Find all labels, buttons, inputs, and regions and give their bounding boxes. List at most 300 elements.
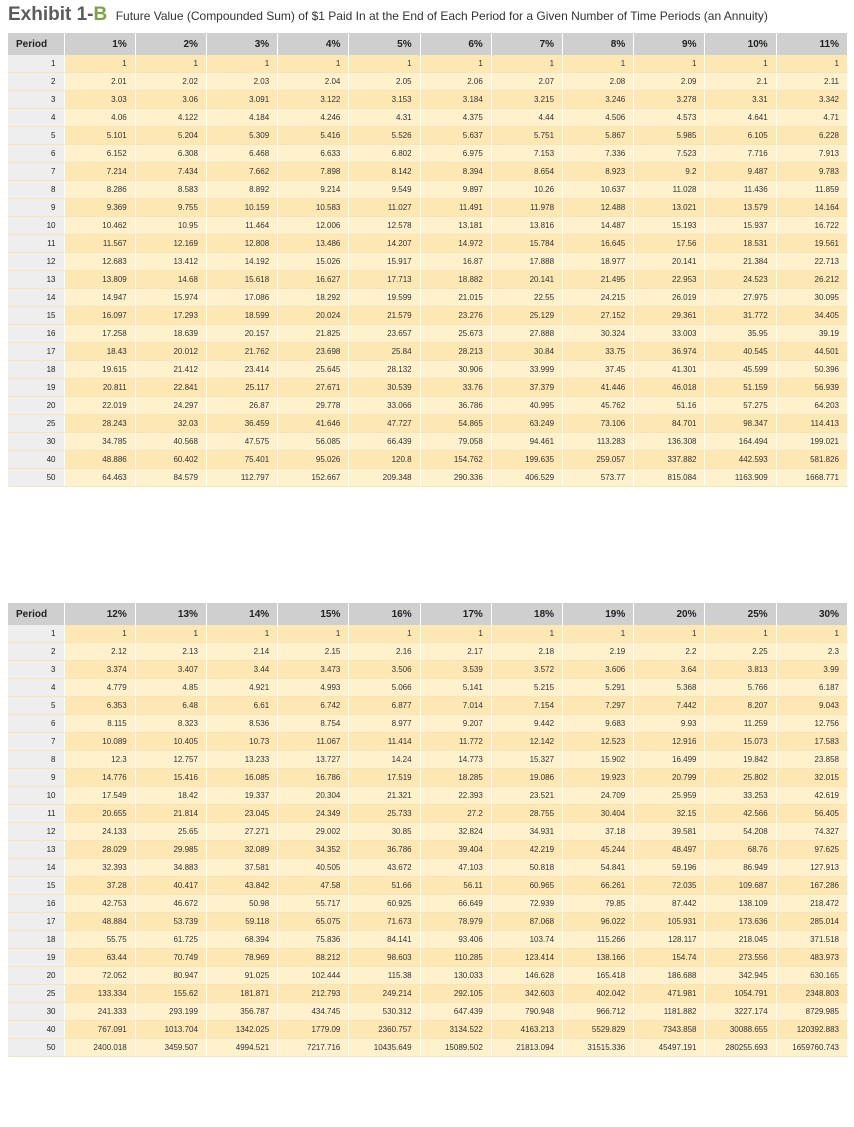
value-cell: 37.581 (206, 859, 277, 877)
value-cell: 199.635 (491, 451, 562, 469)
value-cell: 15.784 (491, 235, 562, 253)
period-cell: 13 (8, 271, 64, 289)
value-cell: 56.939 (776, 379, 847, 397)
value-cell: 24.709 (563, 787, 634, 805)
value-cell: 285.014 (776, 913, 847, 931)
period-cell: 10 (8, 787, 64, 805)
value-cell: 72.939 (491, 895, 562, 913)
value-cell: 37.45 (563, 361, 634, 379)
value-cell: 12.523 (563, 733, 634, 751)
value-cell: 21.384 (705, 253, 776, 271)
value-cell: 34.785 (64, 433, 135, 451)
period-cell: 18 (8, 361, 64, 379)
value-cell: 4163.213 (491, 1021, 562, 1039)
value-cell: 2.05 (349, 73, 420, 91)
value-cell: 39.404 (420, 841, 491, 859)
value-cell: 2.1 (705, 73, 776, 91)
value-cell: 30.404 (563, 805, 634, 823)
value-cell: 2.14 (206, 643, 277, 661)
value-cell: 5.291 (563, 679, 634, 697)
value-cell: 14.947 (64, 289, 135, 307)
table-row (8, 91, 848, 109)
value-cell: 1 (491, 625, 562, 643)
value-cell: 55.75 (64, 931, 135, 949)
value-cell: 7.523 (634, 145, 705, 163)
value-cell: 127.913 (776, 859, 847, 877)
value-cell: 218.045 (705, 931, 776, 949)
value-cell: 1 (563, 625, 634, 643)
value-cell: 2360.757 (349, 1021, 420, 1039)
value-cell: 25.84 (349, 343, 420, 361)
period-header: Period (8, 603, 64, 625)
value-cell: 41.301 (634, 361, 705, 379)
rate-header: 12% (64, 603, 135, 625)
value-cell: 5.141 (420, 679, 491, 697)
value-cell: 25.129 (491, 307, 562, 325)
value-cell: 3.44 (206, 661, 277, 679)
value-cell: 13.816 (491, 217, 562, 235)
period-cell: 50 (8, 469, 64, 487)
value-cell: 14.24 (349, 751, 420, 769)
value-cell: 3.473 (278, 661, 349, 679)
value-cell: 18.292 (278, 289, 349, 307)
value-cell: 66.439 (349, 433, 420, 451)
value-cell: 102.444 (278, 967, 349, 985)
table-row (8, 145, 848, 163)
rate-header: 4% (278, 33, 349, 55)
value-cell: 2.11 (776, 73, 847, 91)
period-cell: 20 (8, 397, 64, 415)
value-cell: 22.55 (491, 289, 562, 307)
period-cell: 14 (8, 289, 64, 307)
value-cell: 6.152 (64, 145, 135, 163)
period-cell: 17 (8, 913, 64, 931)
value-cell: 11.491 (420, 199, 491, 217)
table-row (8, 859, 848, 877)
value-cell: 9.214 (278, 181, 349, 199)
value-cell: 4.122 (135, 109, 206, 127)
value-cell: 56.405 (776, 805, 847, 823)
period-cell: 20 (8, 967, 64, 985)
value-cell: 25.65 (135, 823, 206, 841)
value-cell: 1 (349, 55, 420, 73)
rate-header: 18% (491, 603, 562, 625)
table-row (8, 433, 848, 451)
value-cell: 40.568 (135, 433, 206, 451)
value-cell: 6.468 (206, 145, 277, 163)
value-cell: 26.87 (206, 397, 277, 415)
value-cell: 7.913 (776, 145, 847, 163)
value-cell: 84.579 (135, 469, 206, 487)
value-cell: 115.266 (563, 931, 634, 949)
rate-header: 14% (206, 603, 277, 625)
value-cell: 3.407 (135, 661, 206, 679)
value-cell: 15.902 (563, 751, 634, 769)
table-row (8, 787, 848, 805)
value-cell: 20.141 (634, 253, 705, 271)
value-cell: 6.48 (135, 697, 206, 715)
table-row (8, 397, 848, 415)
table-row (8, 679, 848, 697)
value-cell: 36.459 (206, 415, 277, 433)
value-cell: 12.808 (206, 235, 277, 253)
value-cell: 7.153 (491, 145, 562, 163)
value-cell: 8.115 (64, 715, 135, 733)
value-cell: 51.66 (349, 877, 420, 895)
value-cell: 293.199 (135, 1003, 206, 1021)
rate-header: 19% (563, 603, 634, 625)
value-cell: 87.442 (634, 895, 705, 913)
value-cell: 7.214 (64, 163, 135, 181)
value-cell: 2348.803 (776, 985, 847, 1003)
value-cell: 44.501 (776, 343, 847, 361)
value-cell: 4.641 (705, 109, 776, 127)
value-cell: 6.975 (420, 145, 491, 163)
value-cell: 4.246 (278, 109, 349, 127)
value-cell: 60.965 (491, 877, 562, 895)
value-cell: 32.03 (135, 415, 206, 433)
period-cell: 2 (8, 73, 64, 91)
table-row (8, 379, 848, 397)
rate-header: 17% (420, 603, 491, 625)
value-cell: 40.995 (491, 397, 562, 415)
value-cell: 2.08 (563, 73, 634, 91)
value-cell: 21.762 (206, 343, 277, 361)
value-cell: 1013.704 (135, 1021, 206, 1039)
period-cell: 6 (8, 145, 64, 163)
period-cell: 12 (8, 253, 64, 271)
value-cell: 73.106 (563, 415, 634, 433)
value-cell: 33.999 (491, 361, 562, 379)
value-cell: 1 (634, 55, 705, 73)
value-cell: 130.033 (420, 967, 491, 985)
value-cell: 56.085 (278, 433, 349, 451)
value-cell: 91.025 (206, 967, 277, 985)
value-cell: 25.802 (705, 769, 776, 787)
value-cell: 2.25 (705, 643, 776, 661)
table-row (8, 361, 848, 379)
value-cell: 9.755 (135, 199, 206, 217)
value-cell: 74.327 (776, 823, 847, 841)
value-cell: 55.717 (278, 895, 349, 913)
value-cell: 11.978 (491, 199, 562, 217)
value-cell: 12.488 (563, 199, 634, 217)
value-cell: 87.068 (491, 913, 562, 931)
table-row (8, 967, 848, 985)
table-row (8, 931, 848, 949)
value-cell: 209.348 (349, 469, 420, 487)
value-cell: 84.141 (349, 931, 420, 949)
value-cell: 14.773 (420, 751, 491, 769)
value-cell: 28.213 (420, 343, 491, 361)
value-cell: 19.842 (705, 751, 776, 769)
period-cell: 11 (8, 235, 64, 253)
value-cell: 46.672 (135, 895, 206, 913)
value-cell: 199.021 (776, 433, 847, 451)
annuity-table-12-to-30-percent (8, 603, 848, 1057)
value-cell: 152.667 (278, 469, 349, 487)
value-cell: 1668.771 (776, 469, 847, 487)
value-cell: 1779.09 (278, 1021, 349, 1039)
value-cell: 5529.829 (563, 1021, 634, 1039)
period-cell: 40 (8, 1021, 64, 1039)
value-cell: 28.029 (64, 841, 135, 859)
value-cell: 3.03 (64, 91, 135, 109)
value-cell: 3.606 (563, 661, 634, 679)
exhibit-letter: B (93, 4, 108, 25)
value-cell: 22.953 (634, 271, 705, 289)
value-cell: 218.472 (776, 895, 847, 913)
table-row (8, 289, 848, 307)
period-cell: 4 (8, 679, 64, 697)
value-cell: 1181.882 (634, 1003, 705, 1021)
period-cell: 30 (8, 1003, 64, 1021)
period-header: Period (8, 33, 64, 55)
value-cell: 30.84 (491, 343, 562, 361)
value-cell: 19.923 (563, 769, 634, 787)
rate-header: 15% (278, 603, 349, 625)
value-cell: 23.858 (776, 751, 847, 769)
period-cell: 3 (8, 91, 64, 109)
value-cell: 2.18 (491, 643, 562, 661)
value-cell: 1 (135, 55, 206, 73)
period-cell: 7 (8, 163, 64, 181)
value-cell: 133.334 (64, 985, 135, 1003)
value-cell: 6.187 (776, 679, 847, 697)
value-cell: 113.283 (563, 433, 634, 451)
value-cell: 1054.791 (705, 985, 776, 1003)
value-cell: 8.583 (135, 181, 206, 199)
value-cell: 21.015 (420, 289, 491, 307)
value-cell: 1 (705, 625, 776, 643)
value-cell: 7.297 (563, 697, 634, 715)
value-cell: 17.888 (491, 253, 562, 271)
value-cell: 71.673 (349, 913, 420, 931)
value-cell: 23.045 (206, 805, 277, 823)
value-cell: 16.786 (278, 769, 349, 787)
value-cell: 966.712 (563, 1003, 634, 1021)
value-cell: 9.783 (776, 163, 847, 181)
value-cell: 13.021 (634, 199, 705, 217)
value-cell: 64.203 (776, 397, 847, 415)
value-cell: 3.278 (634, 91, 705, 109)
table-row (8, 469, 848, 487)
value-cell: 22.713 (776, 253, 847, 271)
value-cell: 3.246 (563, 91, 634, 109)
value-cell: 20.304 (278, 787, 349, 805)
value-cell: 9.93 (634, 715, 705, 733)
rate-header: 16% (349, 603, 420, 625)
value-cell: 47.103 (420, 859, 491, 877)
value-cell: 12.3 (64, 751, 135, 769)
value-cell: 8.323 (135, 715, 206, 733)
value-cell: 60.925 (349, 895, 420, 913)
value-cell: 79.058 (420, 433, 491, 451)
value-cell: 581.826 (776, 451, 847, 469)
value-cell: 31.772 (705, 307, 776, 325)
value-cell: 20.024 (278, 307, 349, 325)
period-cell: 9 (8, 199, 64, 217)
value-cell: 39.581 (634, 823, 705, 841)
value-cell: 1342.025 (206, 1021, 277, 1039)
value-cell: 3.215 (491, 91, 562, 109)
value-cell: 15.618 (206, 271, 277, 289)
value-cell: 3.572 (491, 661, 562, 679)
value-cell: 17.549 (64, 787, 135, 805)
value-cell: 1163.909 (705, 469, 776, 487)
period-cell: 2 (8, 643, 64, 661)
value-cell: 30.539 (349, 379, 420, 397)
table-row (8, 805, 848, 823)
value-cell: 26.019 (634, 289, 705, 307)
value-cell: 33.066 (349, 397, 420, 415)
value-cell: 14.972 (420, 235, 491, 253)
value-cell: 18.42 (135, 787, 206, 805)
value-cell: 4.31 (349, 109, 420, 127)
value-cell: 24.215 (563, 289, 634, 307)
value-cell: 27.271 (206, 823, 277, 841)
table-row (8, 199, 848, 217)
period-cell: 4 (8, 109, 64, 127)
value-cell: 15.937 (705, 217, 776, 235)
exhibit-title (8, 4, 768, 30)
table-row (8, 1003, 848, 1021)
value-cell: 63.44 (64, 949, 135, 967)
value-cell: 21.412 (135, 361, 206, 379)
value-cell: 42.753 (64, 895, 135, 913)
value-cell: 12.578 (349, 217, 420, 235)
period-cell: 17 (8, 343, 64, 361)
value-cell: 13.412 (135, 253, 206, 271)
value-cell: 3459.507 (135, 1039, 206, 1057)
value-cell: 16.722 (776, 217, 847, 235)
value-cell: 16.499 (634, 751, 705, 769)
value-cell: 17.583 (776, 733, 847, 751)
value-cell: 40.505 (278, 859, 349, 877)
value-cell: 42.619 (776, 787, 847, 805)
value-cell: 8.923 (563, 163, 634, 181)
value-cell: 32.089 (206, 841, 277, 859)
rate-header: 20% (634, 603, 705, 625)
value-cell: 406.529 (491, 469, 562, 487)
value-cell: 46.018 (634, 379, 705, 397)
rate-header: 1% (64, 33, 135, 55)
rate-header: 7% (491, 33, 562, 55)
value-cell: 4.85 (135, 679, 206, 697)
value-cell: 40.417 (135, 877, 206, 895)
value-cell: 4.506 (563, 109, 634, 127)
value-cell: 154.762 (420, 451, 491, 469)
value-cell: 18.977 (563, 253, 634, 271)
period-cell: 13 (8, 841, 64, 859)
table-row (8, 271, 848, 289)
value-cell: 18.43 (64, 343, 135, 361)
value-cell: 3.184 (420, 91, 491, 109)
value-cell: 22.841 (135, 379, 206, 397)
period-cell: 50 (8, 1039, 64, 1057)
value-cell: 337.882 (634, 451, 705, 469)
value-cell: 9.487 (705, 163, 776, 181)
value-cell: 7.154 (491, 697, 562, 715)
value-cell: 8.286 (64, 181, 135, 199)
value-cell: 3.31 (705, 91, 776, 109)
value-cell: 3.539 (420, 661, 491, 679)
period-cell: 5 (8, 127, 64, 145)
value-cell: 2.09 (634, 73, 705, 91)
value-cell: 20.141 (491, 271, 562, 289)
value-cell: 1 (420, 55, 491, 73)
value-cell: 27.2 (420, 805, 491, 823)
value-cell: 19.561 (776, 235, 847, 253)
header-row (8, 603, 848, 625)
value-cell: 155.62 (135, 985, 206, 1003)
value-cell: 18.285 (420, 769, 491, 787)
value-cell: 10.26 (491, 181, 562, 199)
value-cell: 6.353 (64, 697, 135, 715)
value-cell: 1 (491, 55, 562, 73)
value-cell: 16.085 (206, 769, 277, 787)
value-cell: 1 (278, 55, 349, 73)
value-cell: 3.091 (206, 91, 277, 109)
value-cell: 36.974 (634, 343, 705, 361)
value-cell: 2.13 (135, 643, 206, 661)
value-cell: 23.521 (491, 787, 562, 805)
value-cell: 24.523 (705, 271, 776, 289)
value-cell: 241.333 (64, 1003, 135, 1021)
value-cell: 6.61 (206, 697, 277, 715)
value-cell: 112.797 (206, 469, 277, 487)
value-cell: 68.76 (705, 841, 776, 859)
value-cell: 402.042 (563, 985, 634, 1003)
value-cell: 15.193 (634, 217, 705, 235)
value-cell: 78.979 (420, 913, 491, 931)
value-cell: 33.76 (420, 379, 491, 397)
value-cell: 647.439 (420, 1003, 491, 1021)
value-cell: 2.03 (206, 73, 277, 91)
value-cell: 9.043 (776, 697, 847, 715)
value-cell: 25.645 (278, 361, 349, 379)
value-cell: 13.233 (206, 751, 277, 769)
value-cell: 8.536 (206, 715, 277, 733)
period-cell: 1 (8, 625, 64, 643)
value-cell: 9.442 (491, 715, 562, 733)
value-cell: 1 (278, 625, 349, 643)
value-cell: 12.756 (776, 715, 847, 733)
rate-header: 6% (420, 33, 491, 55)
value-cell: 434.745 (278, 1003, 349, 1021)
value-cell: 36.786 (349, 841, 420, 859)
value-cell: 96.022 (563, 913, 634, 931)
value-cell: 14.164 (776, 199, 847, 217)
value-cell: 7.662 (206, 163, 277, 181)
value-cell: 12.006 (278, 217, 349, 235)
value-cell: 48.497 (634, 841, 705, 859)
value-cell: 18.599 (206, 307, 277, 325)
value-cell: 1 (634, 625, 705, 643)
exhibit-label: Exhibit 1- (8, 4, 94, 25)
value-cell: 8.394 (420, 163, 491, 181)
value-cell: 5.309 (206, 127, 277, 145)
rate-header: 13% (135, 603, 206, 625)
value-cell: 7.898 (278, 163, 349, 181)
value-cell: 10.405 (135, 733, 206, 751)
header-row (8, 33, 848, 55)
value-cell: 165.418 (563, 967, 634, 985)
value-cell: 20.012 (135, 343, 206, 361)
value-cell: 138.166 (563, 949, 634, 967)
table-row (8, 823, 848, 841)
value-cell: 50.396 (776, 361, 847, 379)
